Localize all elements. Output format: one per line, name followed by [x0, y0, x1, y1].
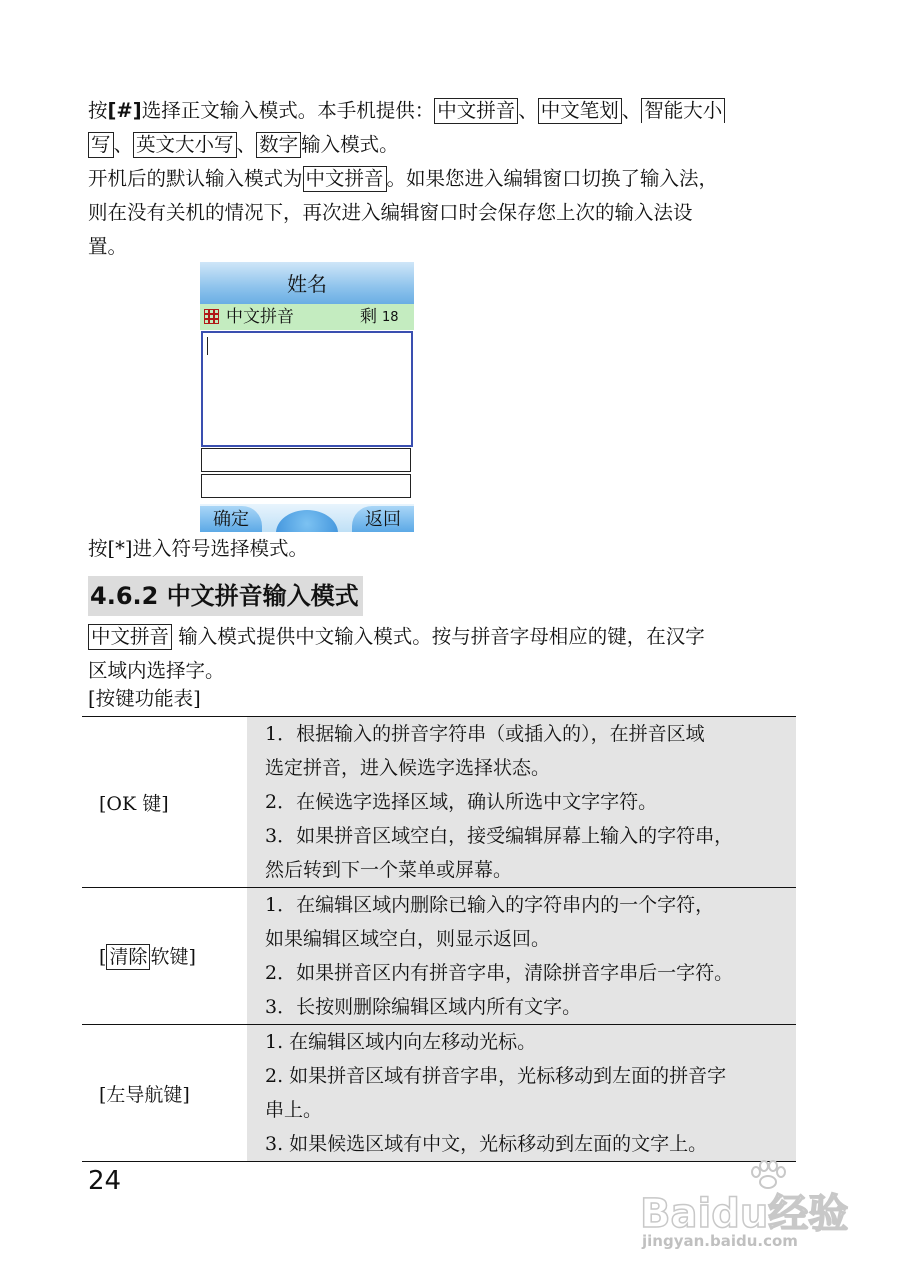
- default-mode-text: 开机后的默认输入模式为: [88, 167, 303, 190]
- separator: 、: [236, 133, 257, 156]
- intro-text: 按: [88, 99, 108, 122]
- desc-line: 然后转到下一个菜单或屏幕。: [265, 859, 513, 881]
- key-name-cell: [OK 键]: [99, 792, 169, 815]
- baidu-jingyan-watermark: [640, 1160, 870, 1250]
- clear-key-tag: 清除: [106, 944, 150, 970]
- desc-line: 3. 如果候选区域有中文，光标移动到左面的文字上。: [265, 1133, 708, 1155]
- page-number: 24: [88, 1166, 122, 1196]
- desc-line: 1. 在编辑区域内向左移动光标。: [265, 1031, 537, 1053]
- key-suffix: 软键]: [150, 946, 196, 968]
- desc-line: 如果编辑区域空白，则显示返回。: [265, 928, 551, 950]
- symbol-mode-note: 按[*]进入符号选择模式。: [88, 537, 308, 560]
- key-name-cell: [左导航键]: [99, 1083, 190, 1106]
- mode-smart-tag: 智能大小: [641, 98, 725, 123]
- desc-line: 2．如果拼音区内有拼音字串，清除拼音字串后一字符。: [265, 962, 734, 984]
- table-caption: [按键功能表]: [88, 687, 201, 710]
- section-heading: 4.6.2 中文拼音输入模式: [88, 576, 363, 616]
- mode-pinyin-tag: 中文拼音: [88, 624, 172, 650]
- mode-smart-tag-cont: 写: [88, 132, 114, 158]
- intro-text: 则在没有关机的情况下，再次进入编辑窗口时会保存您上次的输入法设: [88, 201, 693, 224]
- mode-stroke-tag: 中文笔划: [538, 98, 622, 124]
- softkey-back[interactable]: 返回: [352, 506, 414, 532]
- default-mode-text: 。如果您进入编辑窗口切换了输入法，: [386, 167, 719, 190]
- pinyin-input-row[interactable]: [201, 448, 411, 472]
- softkey-confirm[interactable]: 确定: [200, 506, 262, 532]
- text-edit-area[interactable]: [201, 331, 413, 447]
- intro-paragraph: [88, 94, 800, 264]
- table-row: [82, 888, 796, 1025]
- remaining-count: 18: [382, 310, 399, 325]
- section-description: [88, 620, 800, 688]
- softkey-bar: [200, 504, 414, 532]
- key-description-cell: [247, 717, 796, 888]
- intro-text: 置。: [88, 235, 128, 258]
- candidate-row[interactable]: [201, 474, 411, 498]
- desc-line: 2. 如果拼音区域有拼音字串，光标移动到左面的拼音字: [265, 1065, 727, 1087]
- watermark-logo: Baidu经验: [640, 1191, 849, 1237]
- key-description-cell: [247, 1025, 796, 1162]
- section-desc-text: 区域内选择字。: [88, 659, 225, 682]
- table-row: [82, 1025, 796, 1162]
- desc-line: 1．根据输入的拼音字符串（或插入的），在拼音区域: [265, 723, 705, 745]
- intro-text: 输入模式。: [301, 133, 399, 156]
- desc-line: 3．长按则删除编辑区域内所有文字。: [265, 996, 582, 1018]
- separator: 、: [113, 133, 134, 156]
- intro-text: 选择正文输入模式。本手机提供：: [141, 99, 435, 122]
- mode-english-tag: 英文大小写: [133, 132, 237, 158]
- key-description-cell: [247, 888, 796, 1025]
- phone-screen: [200, 262, 414, 532]
- remaining-label: 剩: [360, 307, 377, 327]
- input-mode-bar: [200, 304, 414, 330]
- mode-number-tag: 数字: [256, 132, 301, 158]
- separator: 、: [518, 99, 538, 122]
- section-desc-text: 输入模式提供中文输入模式。按与拼音字母相应的键，在汉字: [172, 625, 705, 648]
- default-mode-tag: 中文拼音: [303, 166, 387, 192]
- text-caret: [207, 337, 208, 355]
- key-bracket: [: [99, 946, 107, 968]
- pinyin-ime-icon: [204, 309, 219, 324]
- input-mode-label: 中文拼音: [226, 307, 294, 327]
- desc-line: 3．如果拼音区域空白，接受编辑屏幕上输入的字符串，: [265, 825, 734, 847]
- desc-line: 选定拼音，进入候选字选择状态。: [265, 757, 551, 779]
- desc-line: 串上。: [265, 1099, 323, 1121]
- key-name-cell: [82, 888, 247, 1025]
- key-hash-label: [#]: [107, 99, 142, 122]
- desc-line: 1．在编辑区域内删除已输入的字符串内的一个字符，: [265, 894, 715, 916]
- watermark-url: jingyan.baidu.com: [642, 1232, 798, 1250]
- table-row: [82, 717, 796, 888]
- center-nav-key[interactable]: [276, 510, 338, 532]
- desc-line: 2．在候选字选择区域，确认所选中文字字符。: [265, 791, 658, 813]
- phone-screen-title: 姓名: [200, 262, 414, 304]
- mode-pinyin-tag: 中文拼音: [434, 98, 518, 124]
- key-function-table: [82, 716, 796, 1162]
- separator: 、: [621, 99, 642, 122]
